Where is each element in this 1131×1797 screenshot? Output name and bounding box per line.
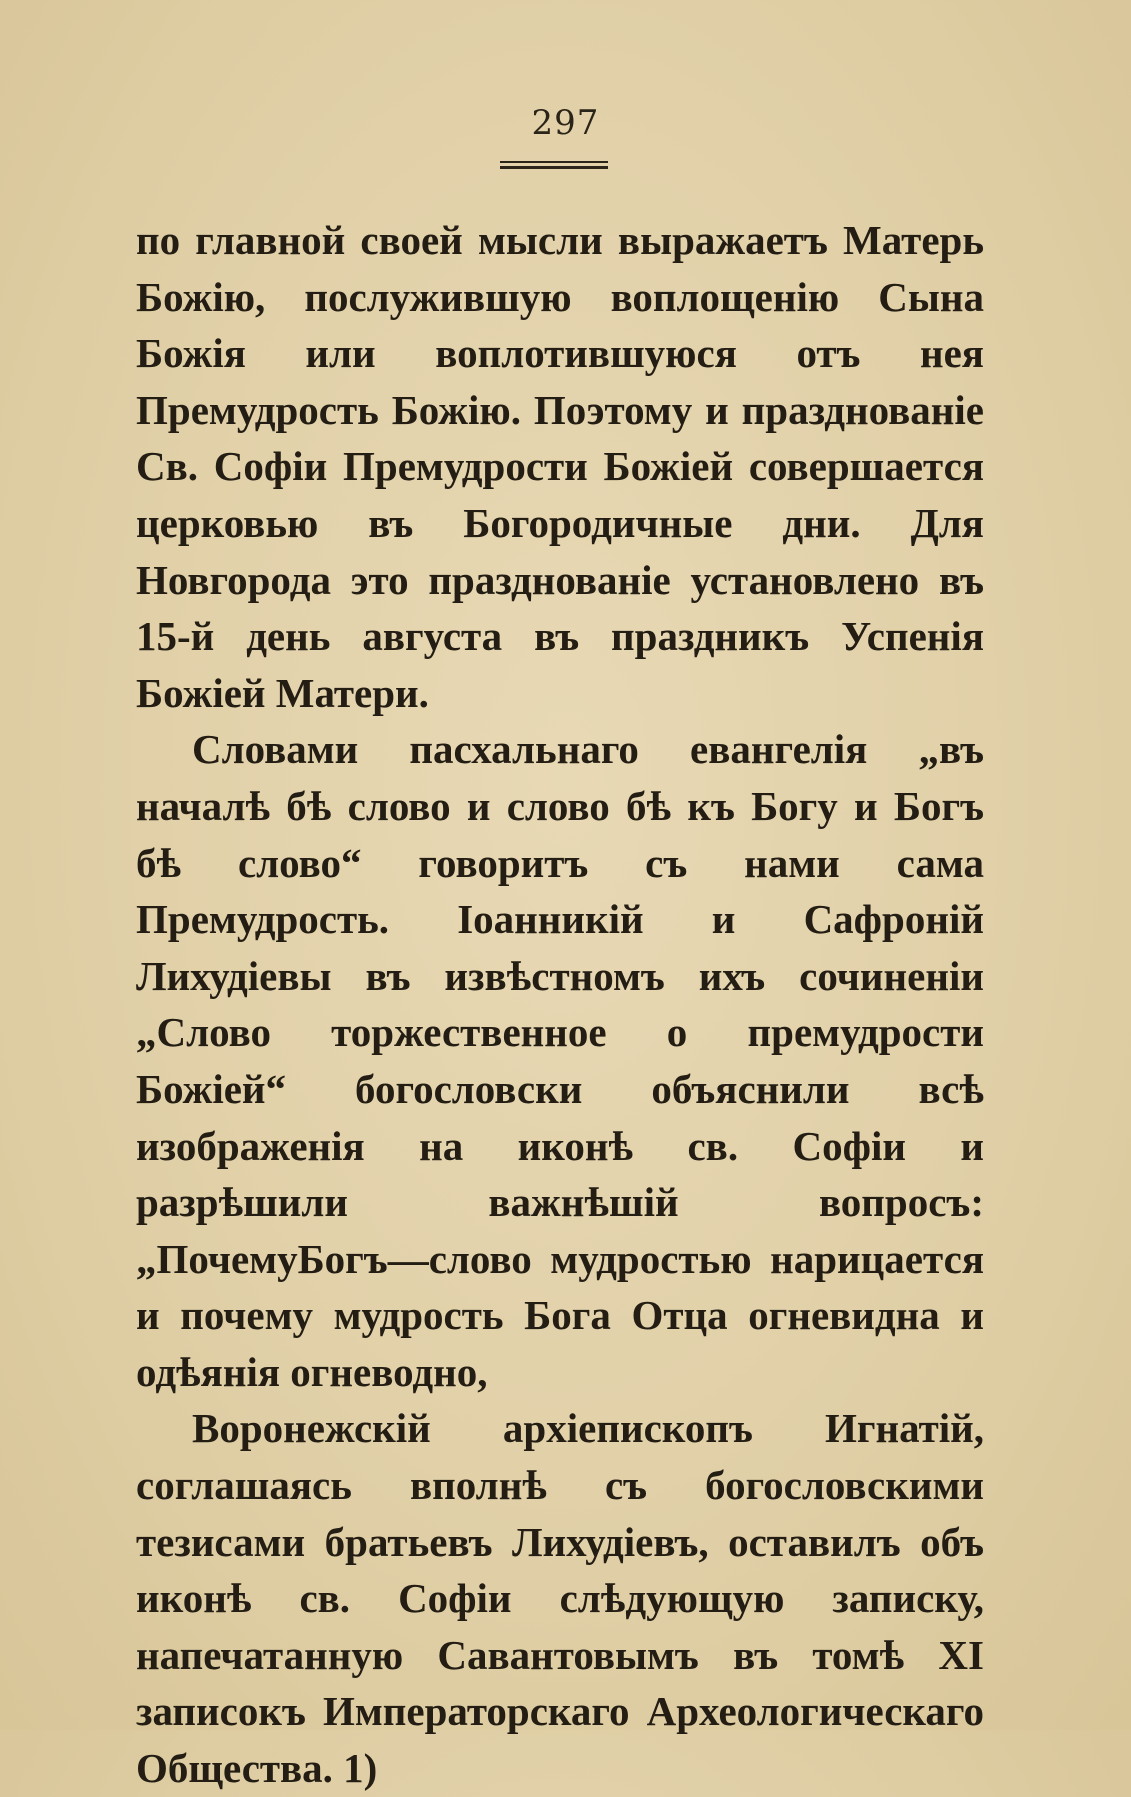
- paragraph: Воронежскій архіепископъ Игнатій, соглашаясь вполнѣ съ богословскими тезисами братьевъ Лихудіевъ, оставилъ объ иконѣ св. Софіи слѣдующую записку, напечатанную Савантовымъ въ томѣ XI записокъ Императорскаго Археологическаго Общества. 1): [136, 1405, 984, 1792]
- header-rule-double: [500, 166, 608, 169]
- body-text: [136, 212, 984, 1797]
- paragraph-continued: по главной своей мысли выражаетъ Матерь Божію, послужившую воплощенію Сына Божія или воплотившуюся отъ нея Премудрость Божію. Поэтому и празднованіе Св. Софіи Премудрости Божіей совершается церковью въ Богородичные дни. Для Новгорода это празднованіе установлено въ 15-й день августа въ праздникъ Успенія Божіей Матери.: [136, 217, 984, 716]
- header-rule: [500, 161, 608, 163]
- paragraph: Словами пасхальнаго евангелія „въ началѣ бѣ слово и слово бѣ къ Богу и Богъ бѣ слово“ говоритъ съ нами сама Премудрость. Іоанникій и Сафроній Лихудіевы въ извѣстномъ ихъ сочиненіи „Слово торжественное о премудрости Божіей“ богословски объяснили всѣ изображенія на иконѣ св. Софіи и разрѣшили важнѣшій вопросъ: „ПочемуБогъ—слово мудростью нарицается и почему мудрость Бога Отца огневидна и одѣянія огневодно,: [136, 726, 984, 1395]
- page-number: 297: [531, 103, 600, 143]
